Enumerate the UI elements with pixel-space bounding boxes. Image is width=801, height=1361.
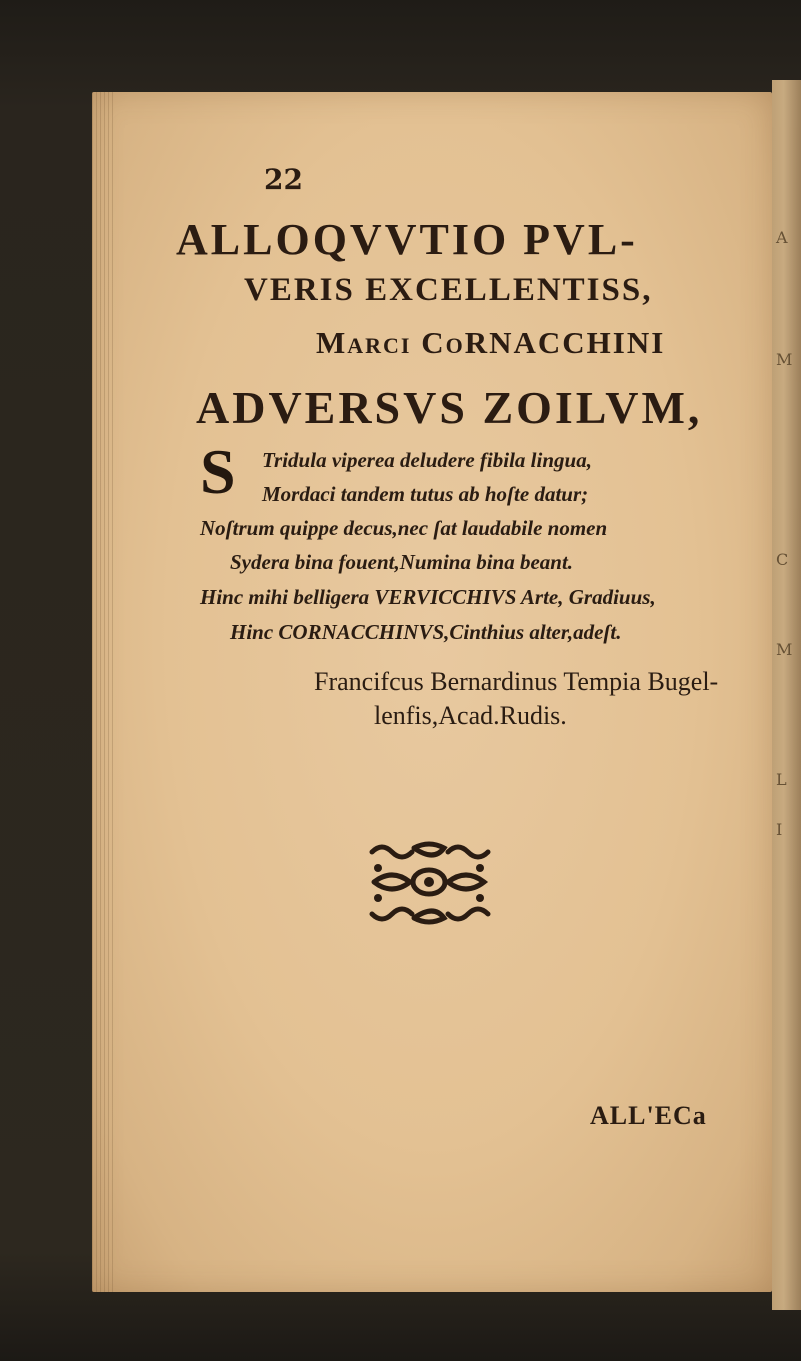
adjacent-page-fragment: C xyxy=(776,550,789,569)
title-line-1: ALLOQVVTIO PVL- xyxy=(176,215,638,264)
verse-line: Sydera bina fouent,Numina bina beant. xyxy=(230,550,574,574)
title-line-4: ADVERSVS ZOILVM, xyxy=(196,382,703,433)
verse-line: Tridula viperea deludere fibila lingua, xyxy=(262,448,592,472)
adjacent-page-fragment: L xyxy=(776,770,787,789)
verse-line: Hinc mihi belligera VERVICCHIVS Arte, Gradiuus, xyxy=(200,585,656,609)
drop-cap: S xyxy=(200,436,236,507)
title-line-3: Marci CoRNACCHINI xyxy=(316,325,666,360)
title-line-2: VERIS EXCELLENTISS, xyxy=(244,272,653,308)
printer-ornament-icon xyxy=(364,838,494,928)
verse-line: Noſtrum quippe decus,nec ſat laudabile nomen xyxy=(200,516,608,540)
page-stack-edge xyxy=(92,92,114,1292)
verse-line: Mordaci tandem tutus ab hoſte datur; xyxy=(262,482,589,506)
catchword: ALL'ECa xyxy=(590,1101,707,1130)
page-number: 22 xyxy=(264,163,303,196)
adjacent-page-fragment: M xyxy=(776,350,793,369)
adjacent-page-fragment: I xyxy=(776,820,783,839)
adjacent-page-fragment: A xyxy=(776,228,788,247)
author-line-1: Francifcus Bernardinus Tempia Bugel- xyxy=(314,667,719,696)
author-line-2: lenfis,Acad.Rudis. xyxy=(374,701,567,730)
adjacent-page-fragment: M xyxy=(776,640,793,659)
adjacent-page-edge xyxy=(772,80,801,1310)
verse-line: Hinc CORNACCHINVS,Cinthius alter,adeſt. xyxy=(230,620,622,644)
